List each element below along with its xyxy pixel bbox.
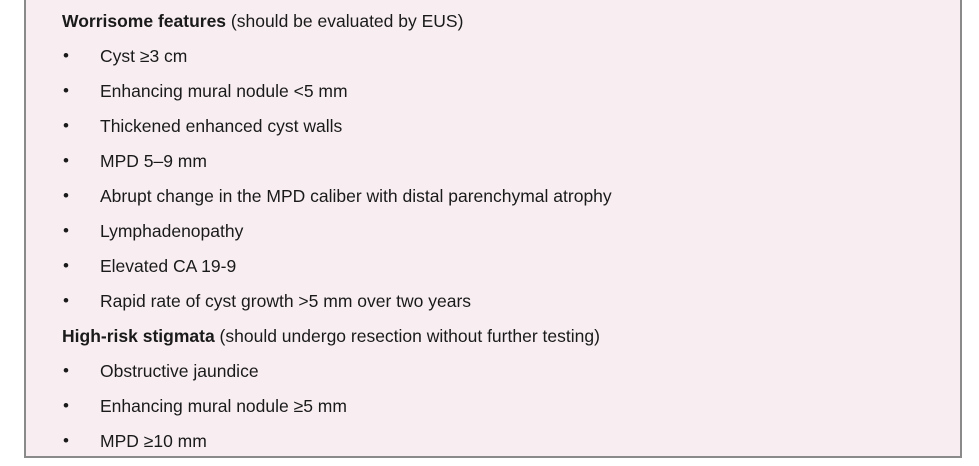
list-item <box>62 357 950 392</box>
criteria-content <box>62 7 950 462</box>
list-item <box>62 112 950 147</box>
bullet-icon: • <box>63 431 69 450</box>
bullet-icon: • <box>63 396 69 415</box>
section-note: (should undergo resection without further testing) <box>214 326 600 346</box>
list-item-text: Lymphadenopathy <box>100 221 244 241</box>
list-item-text: MPD 5–9 mm <box>100 151 207 171</box>
high-risk-stigmata-heading <box>62 322 950 357</box>
list-item-text: Enhancing mural nodule <5 mm <box>100 81 348 101</box>
list-item <box>62 392 950 427</box>
list-item <box>62 217 950 252</box>
bullet-icon: • <box>63 81 69 100</box>
list-item-text: Cyst ≥3 cm <box>100 46 188 66</box>
bullet-icon: • <box>63 256 69 275</box>
list-item <box>62 252 950 287</box>
criteria-box <box>24 0 962 458</box>
list-item-text: MPD ≥10 mm <box>100 431 207 451</box>
section-title: Worrisome features <box>62 11 227 31</box>
section-note: (should be evaluated by EUS) <box>226 11 464 31</box>
bullet-icon: • <box>63 221 69 240</box>
bullet-icon: • <box>63 186 69 205</box>
bullet-icon: • <box>63 116 69 135</box>
list-item-text: Thickened enhanced cyst walls <box>100 116 343 136</box>
high-risk-stigmata-list <box>62 357 950 462</box>
bullet-icon: • <box>63 151 69 170</box>
bullet-icon: • <box>63 361 69 380</box>
worrisome-features-heading <box>62 7 950 42</box>
list-item <box>62 42 950 77</box>
section-title: High-risk stigmata <box>62 326 215 346</box>
list-item <box>62 147 950 182</box>
list-item <box>62 182 950 217</box>
list-item-text: Enhancing mural nodule ≥5 mm <box>100 396 347 416</box>
list-item <box>62 427 950 462</box>
bullet-icon: • <box>63 46 69 65</box>
bullet-icon: • <box>63 291 69 310</box>
list-item-text: Abrupt change in the MPD caliber with distal parenchymal atrophy <box>100 186 612 206</box>
list-item-text: Obstructive jaundice <box>100 361 259 381</box>
list-item-text: Rapid rate of cyst growth >5 mm over two years <box>100 291 472 311</box>
worrisome-features-list <box>62 42 950 322</box>
list-item <box>62 287 950 322</box>
list-item-text: Elevated CA 19-9 <box>100 256 237 276</box>
list-item <box>62 77 950 112</box>
